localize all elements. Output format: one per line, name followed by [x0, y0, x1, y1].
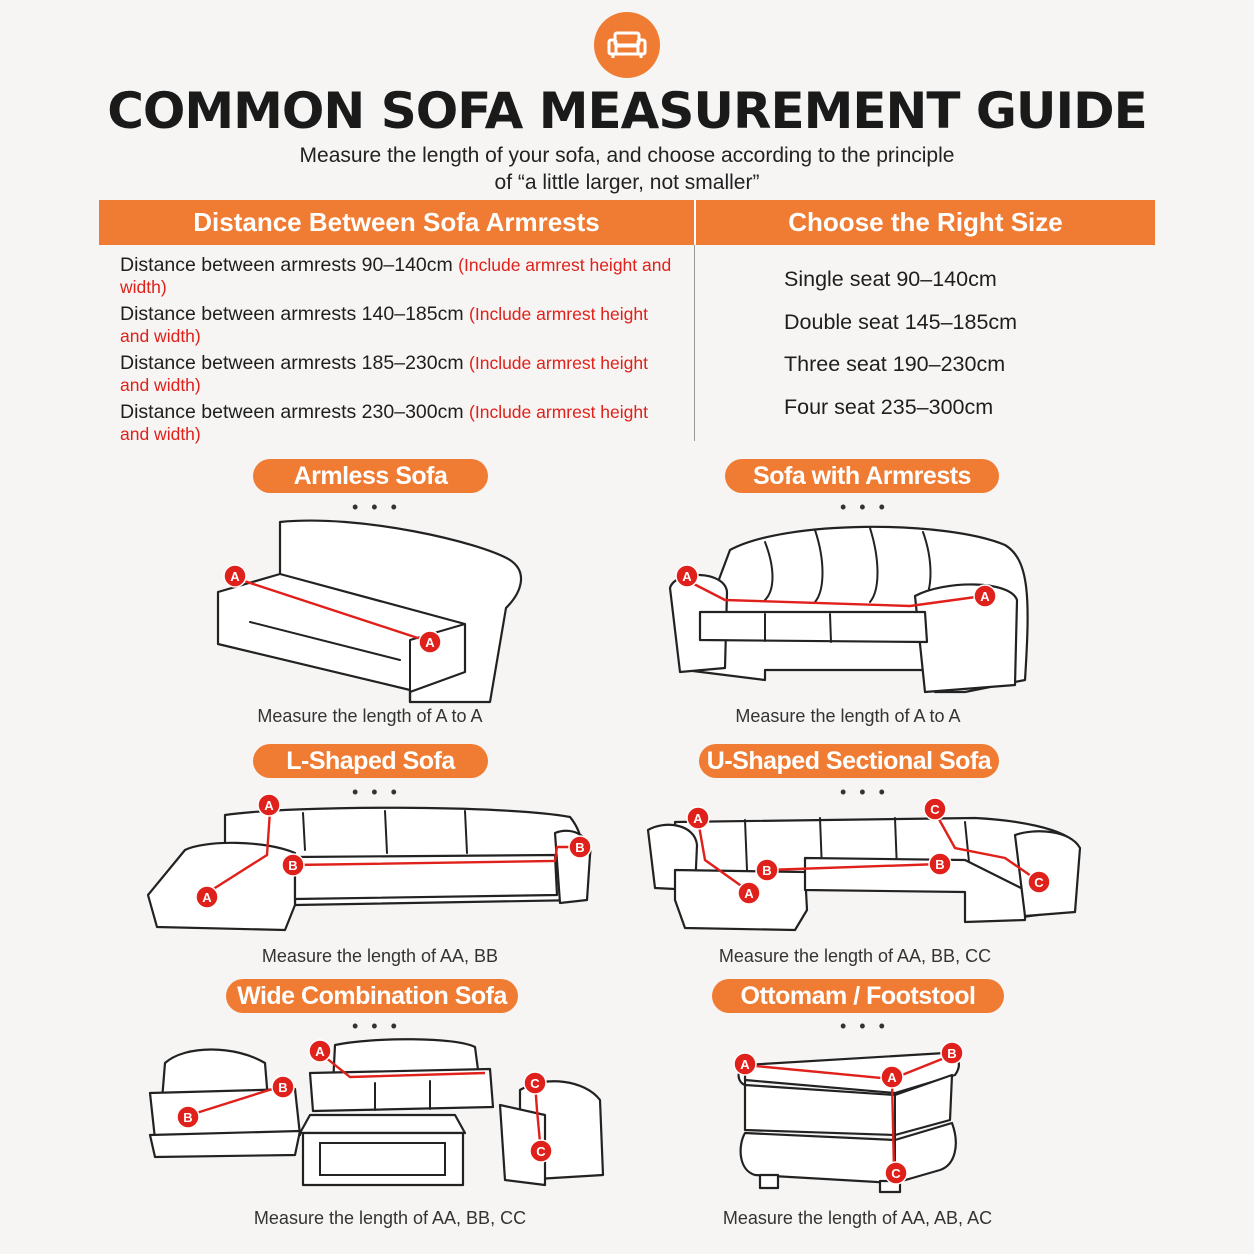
marker-b — [929, 853, 951, 875]
l-shaped-sofa-title: L-Shaped Sofa — [253, 744, 488, 778]
armrest-sofa-caption: Measure the length of A to A — [735, 706, 961, 726]
distance-text: Distance between armrests 230–300cm — [120, 401, 470, 423]
marker-b — [272, 1076, 294, 1098]
svg-text:A: A — [887, 1070, 897, 1085]
u-shaped-sofa-caption: Measure the length of AA, BB, CC — [718, 946, 992, 966]
ottoman-title: Ottomam / Footstool — [712, 979, 1004, 1013]
seat-size-three: Three seat 190–230cm — [784, 352, 1006, 376]
size-table-header — [99, 200, 1155, 245]
svg-text:C: C — [930, 802, 940, 817]
seat-size-single: Single seat 90–140cm — [784, 267, 997, 291]
svg-text:A: A — [425, 635, 435, 650]
sofa-icon — [607, 30, 647, 60]
distance-row — [120, 401, 680, 445]
marker-b — [569, 836, 591, 858]
armrest-sofa-title: Sofa with Armrests — [725, 459, 999, 493]
marker-c — [885, 1162, 907, 1184]
u-shaped-sofa-illustration — [645, 800, 1085, 940]
svg-text:C: C — [891, 1166, 901, 1181]
svg-text:B: B — [575, 840, 585, 855]
svg-text:A: A — [744, 886, 754, 901]
marker-b — [756, 859, 778, 881]
svg-text:B: B — [183, 1110, 193, 1125]
sofa-logo-badge — [594, 12, 660, 78]
l-shaped-sofa-caption: Measure the length of AA, BB — [261, 946, 499, 966]
ottoman-caption: Measure the length of AA, AB, AC — [722, 1208, 993, 1228]
distance-row — [120, 303, 680, 347]
section-dots: • • • — [840, 497, 889, 517]
marker-a — [676, 565, 698, 587]
distance-text: Distance between armrests 90–140cm — [120, 254, 459, 276]
section-dots: • • • — [352, 782, 401, 802]
subtitle-line-2: of “a little larger, not smaller” — [494, 171, 760, 194]
armless-sofa-title: Armless Sofa — [253, 459, 488, 493]
marker-a — [881, 1066, 903, 1088]
section-dots: • • • — [840, 1016, 889, 1036]
svg-text:B: B — [762, 863, 772, 878]
wide-combination-sofa-title: Wide Combination Sofa — [226, 979, 518, 1013]
table-divider — [694, 245, 695, 441]
ottoman-illustration — [730, 1035, 970, 1195]
marker-a — [258, 794, 280, 816]
marker-b — [941, 1042, 963, 1064]
wide-combination-sofa-caption: Measure the length of AA, BB, CC — [253, 1208, 527, 1228]
distance-note: (Include armrest height and width) — [120, 402, 648, 444]
section-dots: • • • — [840, 782, 889, 802]
svg-text:C: C — [1034, 875, 1044, 890]
armless-sofa-illustration — [210, 512, 530, 712]
svg-text:A: A — [315, 1044, 325, 1059]
marker-a — [974, 585, 996, 607]
marker-c — [524, 1072, 546, 1094]
svg-text:A: A — [693, 811, 703, 826]
page-subtitle — [0, 142, 1254, 196]
marker-a — [687, 807, 709, 829]
subtitle-line-1: Measure the length of your sofa, and choose according to the principle — [299, 144, 955, 167]
svg-text:B: B — [288, 858, 298, 873]
svg-text:A: A — [682, 569, 692, 584]
section-dots: • • • — [352, 1016, 401, 1036]
page-title: COMMON SOFA MEASUREMENT GUIDE — [107, 82, 1147, 140]
distance-note: (Include armrest height and width) — [120, 304, 648, 346]
svg-text:C: C — [536, 1144, 546, 1159]
svg-text:C: C — [530, 1076, 540, 1091]
right-size-header: Choose the Right Size — [788, 207, 1063, 237]
marker-a — [419, 631, 441, 653]
marker-b — [177, 1106, 199, 1128]
svg-text:A: A — [202, 890, 212, 905]
svg-text:B: B — [947, 1046, 957, 1061]
distance-text: Distance between armrests 185–230cm — [120, 352, 470, 374]
marker-a — [224, 565, 246, 587]
l-shaped-sofa-illustration — [145, 795, 600, 945]
distance-note: (Include armrest height and width) — [120, 255, 672, 297]
svg-text:B: B — [935, 857, 945, 872]
svg-text:A: A — [230, 569, 240, 584]
svg-text:A: A — [264, 798, 274, 813]
armrest-distance-list — [120, 254, 680, 450]
marker-a — [309, 1040, 331, 1062]
svg-text:A: A — [740, 1057, 750, 1072]
distance-text: Distance between armrests 140–185cm — [120, 303, 470, 325]
armrest-distance-header: Distance Between Sofa Armrests — [99, 200, 696, 245]
marker-b — [282, 854, 304, 876]
wide-combination-sofa-illustration — [145, 1035, 625, 1195]
distance-note: (Include armrest height and width) — [120, 353, 648, 395]
u-shaped-sofa-title: U-Shaped Sectional Sofa — [699, 744, 999, 778]
distance-row — [120, 352, 680, 396]
seat-size-double: Double seat 145–185cm — [784, 309, 1018, 334]
armless-sofa-caption: Measure the length of A to A — [257, 706, 483, 726]
distance-row — [120, 254, 680, 298]
svg-text:B: B — [278, 1080, 288, 1095]
marker-c — [1028, 871, 1050, 893]
marker-c — [924, 798, 946, 820]
svg-text:A: A — [980, 589, 990, 604]
marker-a — [738, 882, 760, 904]
marker-a — [734, 1053, 756, 1075]
marker-a — [196, 886, 218, 908]
seat-size-list — [784, 264, 1017, 434]
section-dots: • • • — [352, 497, 401, 517]
marker-c — [530, 1140, 552, 1162]
seat-size-four: Four seat 235–300cm — [784, 394, 994, 419]
armrest-sofa-illustration — [665, 520, 1035, 700]
